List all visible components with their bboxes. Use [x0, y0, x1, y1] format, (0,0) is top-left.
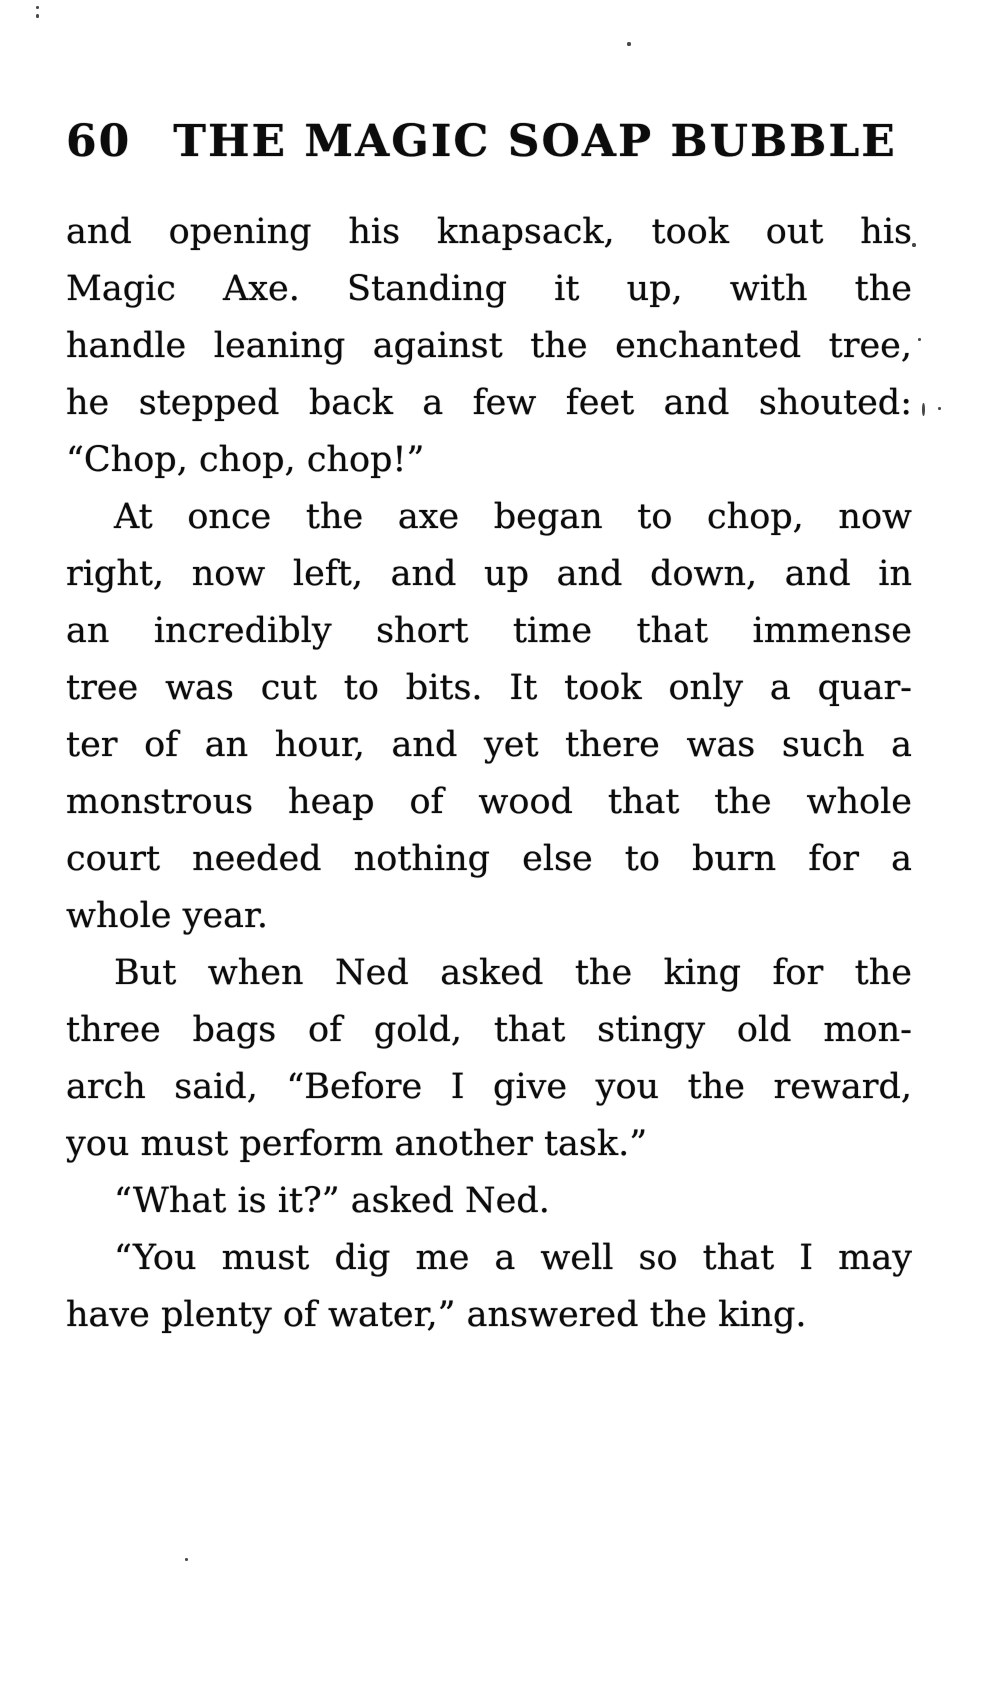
scan-speck	[627, 42, 631, 46]
scan-speck	[922, 403, 925, 416]
paragraph	[66, 1173, 912, 1230]
text-line: But when Ned asked the king for the	[114, 953, 912, 993]
scan-speck	[36, 14, 39, 18]
text-line: three bags of gold, that stingy old mon-	[66, 1010, 912, 1050]
text-line: At once the axe began to chop, now	[114, 497, 912, 537]
text-line: whole year.	[66, 896, 268, 936]
text-line: and opening his knapsack, took out his	[66, 212, 912, 252]
scan-speck	[938, 407, 941, 410]
text-line: ter of an hour, and yet there was such a	[66, 725, 912, 765]
paragraph	[66, 204, 912, 489]
paragraph	[66, 1230, 912, 1344]
text-line: arch said, “Before I give you the reward,	[66, 1067, 912, 1107]
text-line: court needed nothing else to burn for a	[66, 839, 912, 879]
text-line: handle leaning against the enchanted tree,	[66, 326, 912, 366]
page-content	[66, 118, 912, 1344]
text-line: he stepped back a few feet and shouted:	[66, 383, 912, 423]
paragraph	[66, 489, 912, 945]
text-line: tree was cut to bits. It took only a quar-	[66, 668, 912, 708]
text-line: an incredibly short time that immense	[66, 611, 912, 651]
text-line: have plenty of water,” answered the king.	[66, 1295, 807, 1335]
page-title: THE MAGIC SOAP BUBBLE	[173, 116, 897, 167]
paragraph	[66, 945, 912, 1173]
text-line: monstrous heap of wood that the whole	[66, 782, 912, 822]
page-number: 60	[66, 116, 132, 167]
text-line: you must perform another task.”	[66, 1124, 648, 1164]
scan-speck	[36, 6, 39, 9]
running-head	[66, 118, 912, 166]
text-line: “What is it?” asked Ned.	[114, 1181, 550, 1221]
scan-speck	[912, 243, 916, 247]
scan-speck	[185, 1558, 188, 1561]
scan-speck	[918, 338, 921, 341]
text-line: Magic Axe. Standing it up, with the	[66, 269, 912, 309]
text-line: “You must dig me a well so that I may	[114, 1238, 912, 1278]
text-line: “Chop, chop, chop!”	[66, 440, 425, 480]
text-line: right, now left, and up and down, and in	[66, 554, 912, 594]
